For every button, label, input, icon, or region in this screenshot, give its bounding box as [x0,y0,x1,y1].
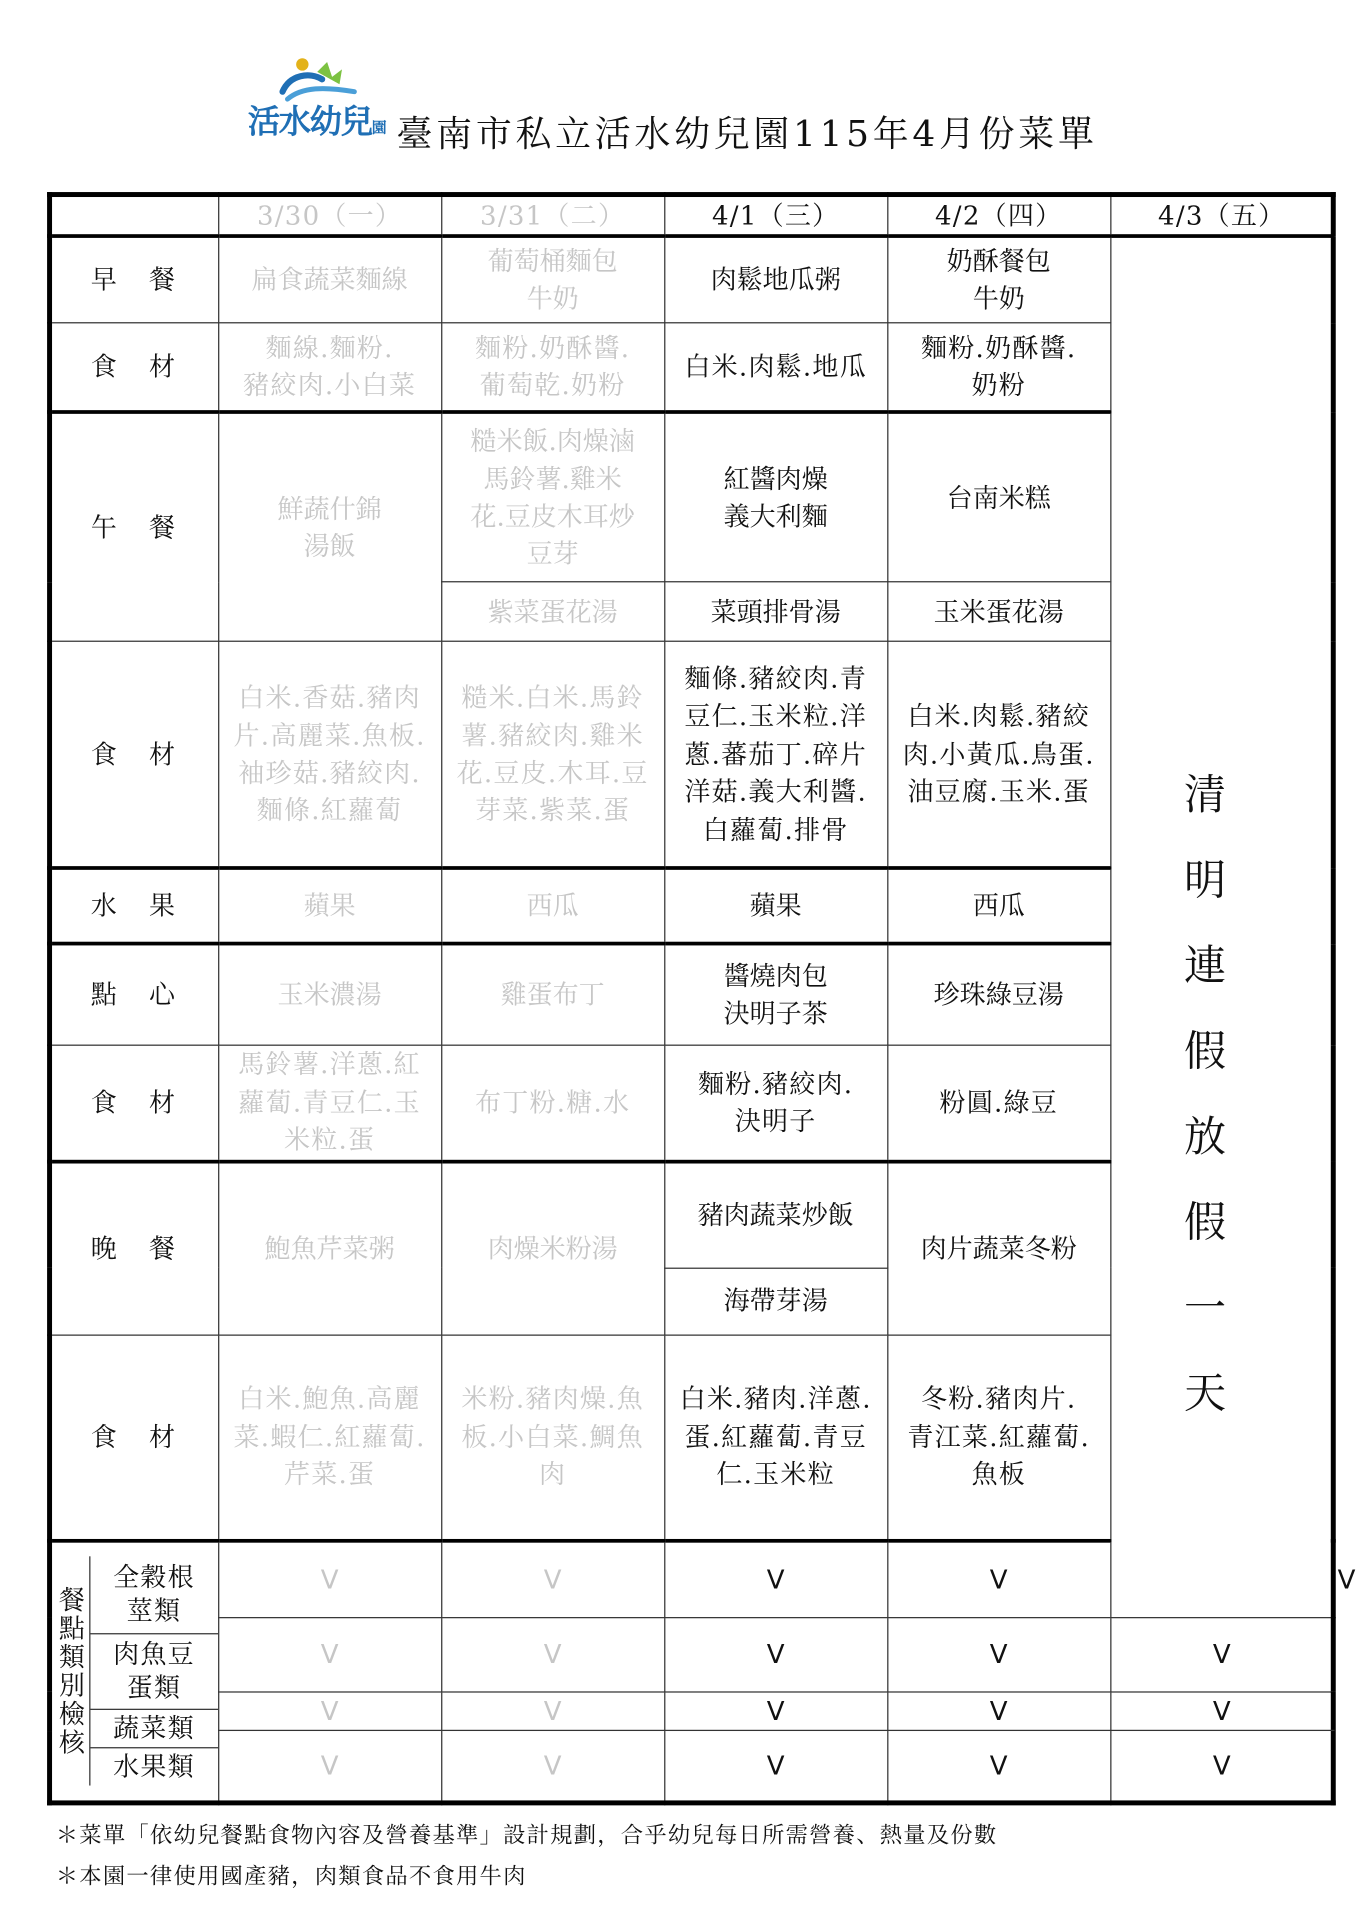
check-mark: V [441,1617,664,1691]
ingredient-cell: 麵條.豬絞肉.青 豆仁.玉米粒.洋 蔥.蕃茄丁.碎片 洋菇.義大利醬. 白蘿蔔.排骨 [664,642,887,869]
footnotes [56,1815,998,1897]
menu-cell: 醬燒肉包 決明子茶 [664,944,887,1046]
check-mark: V [1110,1617,1333,1691]
holiday-text: 清明連假放假一天 [1175,771,1226,1456]
check-mark: V [664,1541,887,1618]
menu-cell: 肉燥米粉湯 [441,1161,664,1334]
soup-cell: 海帶芽湯 [664,1268,887,1335]
check-mark: V [441,1731,664,1803]
ingredient-cell: 粉圓.綠豆 [887,1046,1110,1162]
row-label-ingredients: 食材 [50,1335,219,1541]
menu-cell: 西瓜 [887,869,1110,945]
ingredient-cell: 白米.鮑魚.高麗 菜.蝦仁.紅蘿蔔. 芹菜.蛋 [218,1335,441,1541]
row-label-ingredients: 食材 [50,1046,219,1162]
menu-table [47,192,1356,1805]
ingredient-cell: 米粉.豬肉燥.魚 板.小白菜.鯛魚 肉 [441,1335,664,1541]
check-mark: V [218,1617,441,1691]
logo-text-small: 園 [371,118,386,137]
ingredient-cell: 麵粉.豬絞肉. 決明子 [664,1046,887,1162]
day-header: 3/30（一） [218,195,441,237]
check-row [50,1617,1334,1691]
menu-cell: 西瓜 [441,869,664,945]
footnote: ＊菜單「依幼兒餐點食物內容及營養基準」設計規劃，合乎幼兒每日所需營養、熱量及份數 [55,1822,998,1849]
day-header: 4/1（三） [664,195,887,237]
check-mark: V [1110,1692,1333,1731]
menu-cell: 鮮蔬什錦 湯飯 [218,413,441,642]
check-mark: V [218,1731,441,1803]
header-blank [50,195,219,237]
row-label-fruit: 水果 [50,869,219,945]
check-title-box [52,1556,90,1786]
soup-cell: 菜頭排骨湯 [664,582,887,641]
row-label-snack: 點心 [50,944,219,1046]
check-mark: V [218,1692,441,1731]
check-section [50,1541,219,1803]
check-mark: V [1110,1731,1333,1803]
ingredient-cell: 麵粉.奶酥醬. 葡萄乾.奶粉 [441,323,664,412]
check-mark: V [887,1692,1110,1731]
row-label-ingredients: 食材 [50,642,219,869]
day-header: 4/3（五） [1110,195,1333,237]
day-header: 3/31（二） [441,195,664,237]
check-mark: V [441,1541,664,1618]
check-row [50,1731,1334,1803]
footnote: ＊本園一律使用國產豬，肉類食品不食用牛肉 [55,1863,527,1890]
ingredient-cell: 白米.肉鬆.地瓜 [664,323,887,412]
menu-cell: 珍珠綠豆湯 [887,944,1110,1046]
ingredient-cell: 布丁粉.糖.水 [441,1046,664,1162]
check-category: 蔬菜類 [90,1710,217,1748]
check-mark: V [664,1692,887,1731]
ingredient-cell: 白米.香菇.豬肉 片.高麗菜.魚板. 袖珍菇.豬絞肉. 麵條.紅蘿蔔 [218,642,441,869]
check-category: 全穀根 莖類 [90,1556,217,1634]
check-mark: V [441,1692,664,1731]
check-mark: V [664,1617,887,1691]
check-category: 水果類 [113,1752,195,1782]
ingredient-cell: 麵粉.奶酥醬. 奶粉 [887,323,1110,412]
page-title: 臺南市私立活水幼兒園115年4月份菜單 [396,112,1098,155]
check-mark: V [887,1731,1110,1803]
check-mark: V [887,1617,1110,1691]
menu-cell: 玉米濃湯 [218,944,441,1046]
ingredient-cell: 白米.豬肉.洋蔥. 蛋.紅蘿蔔.青豆 仁.玉米粒 [664,1335,887,1541]
holiday-cell [1110,237,1333,1618]
breakfast-row [50,237,1334,324]
menu-cell: 台南米糕 [887,413,1110,583]
row-label-dinner: 晚餐 [50,1161,219,1334]
menu-cell: 蘋果 [218,869,441,945]
ingredient-cell: 麵線.麵粉. 豬絞肉.小白菜 [218,323,441,412]
menu-cell: 鮑魚芹菜粥 [218,1161,441,1334]
menu-cell: 蘋果 [664,869,887,945]
row-label-breakfast: 早餐 [50,237,219,324]
soup-cell: 紫菜蛋花湯 [441,582,664,641]
row-label-ingredients: 食材 [50,323,219,412]
check-mark: V [218,1541,441,1618]
check-title: 餐點類別檢核 [55,1585,86,1757]
ingredient-cell: 馬鈴薯.洋蔥.紅 蘿蔔.青豆仁.玉 米粒.蛋 [218,1046,441,1162]
logo-text: 活水幼兒 [247,104,372,142]
menu-cell: 扁食蔬菜麵線 [218,237,441,324]
soup-cell: 玉米蛋花湯 [887,582,1110,641]
check-category: 肉魚豆 蛋類 [90,1634,217,1710]
menu-cell: 雞蛋布丁 [441,944,664,1046]
ingredient-cell: 白米.肉鬆.豬絞 肉.小黃瓜.鳥蛋. 油豆腐.玉米.蛋 [887,642,1110,869]
check-row: 餐點類別檢核 全穀根 莖類 肉魚豆 蛋類 蔬菜類 水果類 V V V V V [50,1541,1334,1618]
check-mark: V [664,1731,887,1803]
day-header: 4/2（四） [887,195,1110,237]
menu-cell: 紅醬肉燥 義大利麵 [664,413,887,583]
menu-cell: 豬肉蔬菜炒飯 [664,1161,887,1268]
ingredient-cell: 糙米.白米.馬鈴 薯.豬絞肉.雞米 花.豆皮.木耳.豆 芽菜.紫菜.蛋 [441,642,664,869]
ingredient-cell: 冬粉.豬肉片. 青江菜.紅蘿蔔. 魚板 [887,1335,1110,1541]
row-label-lunch: 午餐 [50,413,219,642]
menu-cell: 糙米飯.肉燥滷 馬鈴薯.雞米 花.豆皮木耳炒 豆芽 [441,413,664,583]
menu-cell: 葡萄桶麵包 牛奶 [441,237,664,324]
menu-cell: 肉片蔬菜冬粉 [887,1161,1110,1334]
check-categories [90,1556,217,1786]
menu-cell: 肉鬆地瓜粥 [664,237,887,324]
menu-cell: 奶酥餐包 牛奶 [887,237,1110,324]
check-row [50,1692,1334,1731]
header-row [50,195,1334,237]
check-mark: V [887,1541,1110,1618]
school-logo [248,50,384,143]
